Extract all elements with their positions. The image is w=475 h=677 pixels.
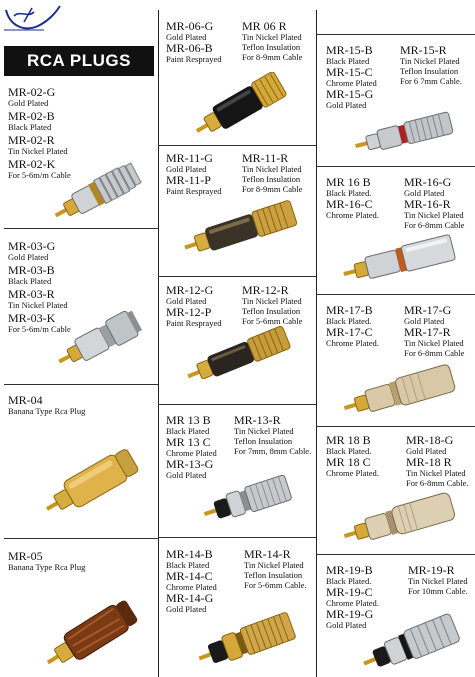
finish-label: Tin Nickel Plated xyxy=(242,164,302,174)
rca-plug-image xyxy=(342,362,466,420)
cable-spec: For 6-8mm Cable xyxy=(404,220,465,230)
rca-plug-image xyxy=(40,446,144,520)
finish-label: Black Plated. xyxy=(326,188,372,198)
cable-spec: For 6 7mm Cable. xyxy=(400,76,462,86)
product-mr-16-left xyxy=(326,176,379,220)
section-divider xyxy=(158,276,316,277)
model-code: MR-16-R xyxy=(404,197,451,211)
model-code: MR-15-B xyxy=(326,43,373,57)
model-code: MR 18 C xyxy=(326,455,371,469)
finish-label: Gold Plated xyxy=(166,470,207,480)
model-code: MR-11-G xyxy=(166,151,213,165)
model-code: MR-16-C xyxy=(326,197,373,211)
finish-label: Gold Plated xyxy=(8,98,49,108)
finish-label: Black Plated. xyxy=(326,446,372,456)
model-code: MR-03-G xyxy=(8,239,56,253)
finish-label: Gold Plated xyxy=(404,188,445,198)
model-code: MR-02-G xyxy=(8,85,56,99)
product-mr-18-right xyxy=(406,434,469,488)
description: Banana Type Rca Plug xyxy=(8,406,86,416)
rca-plug-image xyxy=(196,608,304,672)
insulation-label: Teflon Insulation xyxy=(400,66,459,76)
model-code: MR-19-R xyxy=(408,563,455,577)
model-code: MR-15-G xyxy=(326,87,374,101)
finish-label: Chrome Plated. xyxy=(326,338,379,348)
finish-label: Paint Resprayed xyxy=(166,54,222,64)
finish-label: Gold Plated xyxy=(166,32,207,42)
cable-spec: For 6-8mm Cable xyxy=(404,348,465,358)
column-divider xyxy=(158,10,159,677)
cable-spec: For 8-9mm Cable xyxy=(242,184,303,194)
finish-label: Chrome Plated xyxy=(166,448,217,458)
model-code: MR-18 R xyxy=(406,455,452,469)
rca-plug-image xyxy=(52,310,144,372)
insulation-label: Teflon Insulation xyxy=(244,570,303,580)
insulation-label: Teflon Insulation xyxy=(234,436,293,446)
product-mr-11-right xyxy=(242,152,302,194)
model-code: MR-06-G xyxy=(166,19,214,33)
product-mr-14-right xyxy=(244,548,307,590)
insulation-label: Teflon Insulation xyxy=(242,42,301,52)
insulation-label: Teflon Insulation xyxy=(242,174,301,184)
brand-logo-icon xyxy=(4,4,62,34)
finish-label: Chrome Plated. xyxy=(326,210,379,220)
finish-label: Tin Nickel Plated xyxy=(244,560,304,570)
finish-label: Tin Nickel Plated xyxy=(8,146,68,156)
section-divider xyxy=(158,145,316,146)
model-code: MR-03-B xyxy=(8,263,55,277)
product-mr-18-left xyxy=(326,434,379,478)
product-mr-13-right xyxy=(234,414,311,456)
cable-spec: For 5-6mm Cable. xyxy=(244,580,307,590)
section-divider xyxy=(316,426,475,427)
finish-label: Gold Plated xyxy=(166,296,207,306)
product-mr-16-right xyxy=(404,176,464,230)
model-code: MR 13 C xyxy=(166,435,211,449)
product-mr-04 xyxy=(8,394,85,416)
rca-plug-image xyxy=(190,72,294,138)
rca-plug-image xyxy=(184,326,298,384)
product-mr-19-right xyxy=(408,564,468,596)
model-code: MR-06-B xyxy=(166,41,213,55)
page-title: RCA PLUGS xyxy=(4,46,154,76)
rca-plug-image xyxy=(182,200,302,258)
product-mr-11-left xyxy=(166,152,221,196)
model-code: MR-14-G xyxy=(166,591,214,605)
product-mr-17-left xyxy=(326,304,379,348)
model-code: MR-14-B xyxy=(166,547,213,561)
model-code: MR-14-C xyxy=(166,569,213,583)
model-code: MR-18-G xyxy=(406,433,454,447)
cable-spec: For 7mm, 8mm Cable. xyxy=(234,446,312,456)
finish-label: Chrome Plated xyxy=(166,582,217,592)
section-divider xyxy=(4,538,158,539)
model-code: MR-17-B xyxy=(326,303,373,317)
rca-plug-image xyxy=(342,232,466,286)
rca-plug-image xyxy=(40,596,144,674)
finish-label: Black Plated. xyxy=(326,316,372,326)
rca-plug-image xyxy=(354,106,462,160)
model-code: MR 18 B xyxy=(326,433,371,447)
finish-label: Paint Resprayed xyxy=(166,318,222,328)
section-divider xyxy=(316,554,475,555)
product-mr-06-right xyxy=(242,20,302,62)
finish-label: Black Plated xyxy=(326,56,370,66)
model-code: MR-17-C xyxy=(326,325,373,339)
model-code: MR-16-G xyxy=(404,175,452,189)
product-mr-15-right xyxy=(400,44,462,86)
product-mr-14-left xyxy=(166,548,217,614)
model-code: MR-17-G xyxy=(404,303,452,317)
model-code: MR-03-K xyxy=(8,311,56,325)
model-code: MR-13-R xyxy=(234,413,281,427)
section-divider xyxy=(316,166,475,167)
finish-label: Gold Plated xyxy=(326,100,367,110)
model-code: MR-02-R xyxy=(8,133,55,147)
finish-label: Gold Plated xyxy=(8,252,49,262)
model-code: MR-11-R xyxy=(242,151,289,165)
section-divider xyxy=(4,384,158,385)
cable-spec: For 5-6m/m Cable xyxy=(8,170,71,180)
model-code: MR-17-R xyxy=(404,325,451,339)
model-code: MR-05 xyxy=(8,549,43,563)
product-mr-12-right xyxy=(242,284,302,326)
cable-spec: For 5-6mm Cable xyxy=(242,316,303,326)
model-code: MR-02-K xyxy=(8,157,56,171)
product-mr-12-left xyxy=(166,284,221,328)
cable-spec: For 10mm Cable. xyxy=(408,586,468,596)
model-code: MR-02-B xyxy=(8,109,55,123)
model-code: MR-19-B xyxy=(326,563,373,577)
description: Banana Type Rca Plug xyxy=(8,562,86,572)
finish-label: Gold Plated xyxy=(166,604,207,614)
model-code: MR 16 B xyxy=(326,175,371,189)
model-code: MR-11-P xyxy=(166,173,211,187)
model-code: MR-12-R xyxy=(242,283,289,297)
model-code: MR-13-G xyxy=(166,457,214,471)
finish-label: Tin Nickel Plated xyxy=(406,468,466,478)
finish-label: Paint Resprayed xyxy=(166,186,222,196)
rca-plug-image xyxy=(360,612,470,674)
product-mr-05 xyxy=(8,550,85,572)
finish-label: Tin Nickel Plated xyxy=(404,210,464,220)
finish-label: Black Plated. xyxy=(326,576,372,586)
cable-spec: For 8-9mm Cable xyxy=(242,52,303,62)
finish-label: Tin Nickel Plated xyxy=(8,300,68,310)
model-code: MR-15-C xyxy=(326,65,373,79)
cable-spec: For 6-8mm Cable. xyxy=(406,478,469,488)
finish-label: Tin Nickel Plated xyxy=(400,56,460,66)
model-code: MR 13 B xyxy=(166,413,211,427)
finish-label: Tin Nickel Plated xyxy=(404,338,464,348)
section-divider xyxy=(316,294,475,295)
rca-plug-image xyxy=(342,490,466,548)
rca-plug-image xyxy=(202,470,300,528)
column-divider xyxy=(316,10,317,677)
finish-label: Black Plated xyxy=(166,560,210,570)
finish-label: Chrome Plated. xyxy=(326,598,379,608)
product-mr-06-left xyxy=(166,20,221,64)
model-code: MR-19-C xyxy=(326,585,373,599)
finish-label: Gold Plated xyxy=(166,164,207,174)
rca-plug-image xyxy=(48,162,148,224)
finish-label: Tin Nickel Plated xyxy=(408,576,468,586)
finish-label: Chrome Plated. xyxy=(326,468,379,478)
product-mr-17-right xyxy=(404,304,464,358)
finish-label: Black Plated xyxy=(8,122,52,132)
finish-label: Gold Plated xyxy=(404,316,445,326)
finish-label: Black Plated xyxy=(8,276,52,286)
section-divider xyxy=(158,404,316,405)
finish-label: Black Plated xyxy=(166,426,210,436)
insulation-label: Teflon Insulation xyxy=(242,306,301,316)
model-code: MR-03-R xyxy=(8,287,55,301)
section-divider xyxy=(316,34,475,35)
finish-label: Gold Plated xyxy=(406,446,447,456)
model-code: MR-15-R xyxy=(400,43,447,57)
finish-label: Tin Nickel Plated xyxy=(242,32,302,42)
section-divider xyxy=(158,537,316,538)
finish-label: Tin Nickel Plated xyxy=(242,296,302,306)
section-divider xyxy=(4,228,158,229)
finish-label: Chrome Plated xyxy=(326,78,377,88)
product-mr-15-left xyxy=(326,44,377,110)
cable-spec: For 5-6m/m Cable xyxy=(8,324,71,334)
finish-label: Tin Nickel Plated xyxy=(234,426,294,436)
model-code: MR-19-G xyxy=(326,607,374,621)
model-code: MR-12-P xyxy=(166,305,212,319)
model-code: MR-04 xyxy=(8,393,43,407)
finish-label: Gold Plated xyxy=(326,620,367,630)
model-code: MR-14-R xyxy=(244,547,291,561)
model-code: MR 06 R xyxy=(242,19,287,33)
model-code: MR-12-G xyxy=(166,283,214,297)
